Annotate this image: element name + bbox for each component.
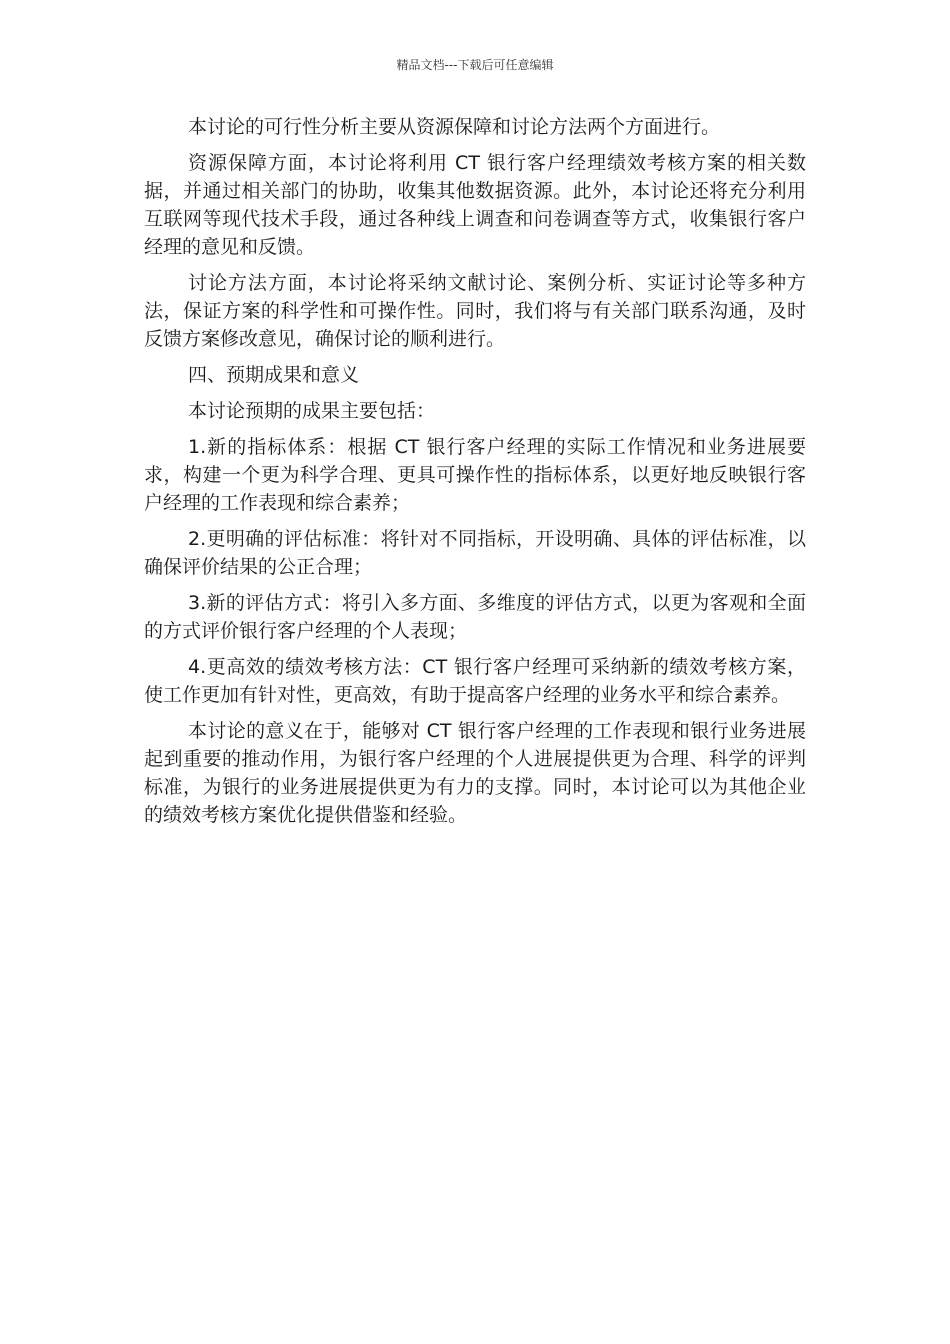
list-item-indicator-system: 1.新的指标体系：根据 CT 银行客户经理的实际工作情况和业务进展要求，构建一个更为科学合理、更具可操作性的指标体系，以更好地反映银行客户经理的工作表现和综合素养； bbox=[144, 436, 806, 514]
paragraph-feasibility-intro: 本讨论的可行性分析主要从资源保障和讨论方法两个方面进行。 bbox=[188, 116, 721, 138]
page-header: 精品文档---下载后可任意编辑 bbox=[396, 58, 554, 72]
list-item-evaluation-method: 3.新的评估方式：将引入多方面、多维度的评估方式，以更为客观和全面的方式评价银行客户经理的个人表现； bbox=[144, 592, 806, 642]
document-body bbox=[144, 113, 806, 837]
section-heading-expected-results: 四、预期成果和意义 bbox=[188, 364, 360, 386]
paragraph-results-intro: 本讨论预期的成果主要包括： bbox=[188, 400, 436, 422]
paragraph-research-methods: 讨论方法方面，本讨论将采纳文献讨论、案例分析、实证讨论等多种方法，保证方案的科学性和可操作性。同时，我们将与有关部门联系沟通，及时反馈方案修改意见，确保讨论的顺利进行。 bbox=[144, 272, 806, 350]
list-item-performance-method: 4.更高效的绩效考核方法：CT 银行客户经理可采纳新的绩效考核方案，使工作更加有针对性，更高效，有助于提高客户经理的业务水平和综合素养。 bbox=[144, 656, 806, 706]
paragraph-resource-guarantee: 资源保障方面，本讨论将利用 CT 银行客户经理绩效考核方案的相关数据，并通过相关部门的协助，收集其他数据资源。此外，本讨论还将充分利用互联网等现代技术手段，通过各种线上调查和问卷调查等方式，收集银行客户经理的意见和反馈。 bbox=[144, 152, 806, 258]
list-item-evaluation-standard: 2.更明确的评估标准：将针对不同指标，开设明确、具体的评估标准，以确保评价结果的公正合理； bbox=[144, 528, 806, 578]
paragraph-significance: 本讨论的意义在于，能够对 CT 银行客户经理的工作表现和银行业务进展起到重要的推动作用，为银行客户经理的个人进展提供更为合理、科学的评判标准，为银行的业务进展提供更为有力的支撑。同时，本讨论可以为其他企业的绩效考核方案优化提供借鉴和经验。 bbox=[144, 720, 806, 826]
